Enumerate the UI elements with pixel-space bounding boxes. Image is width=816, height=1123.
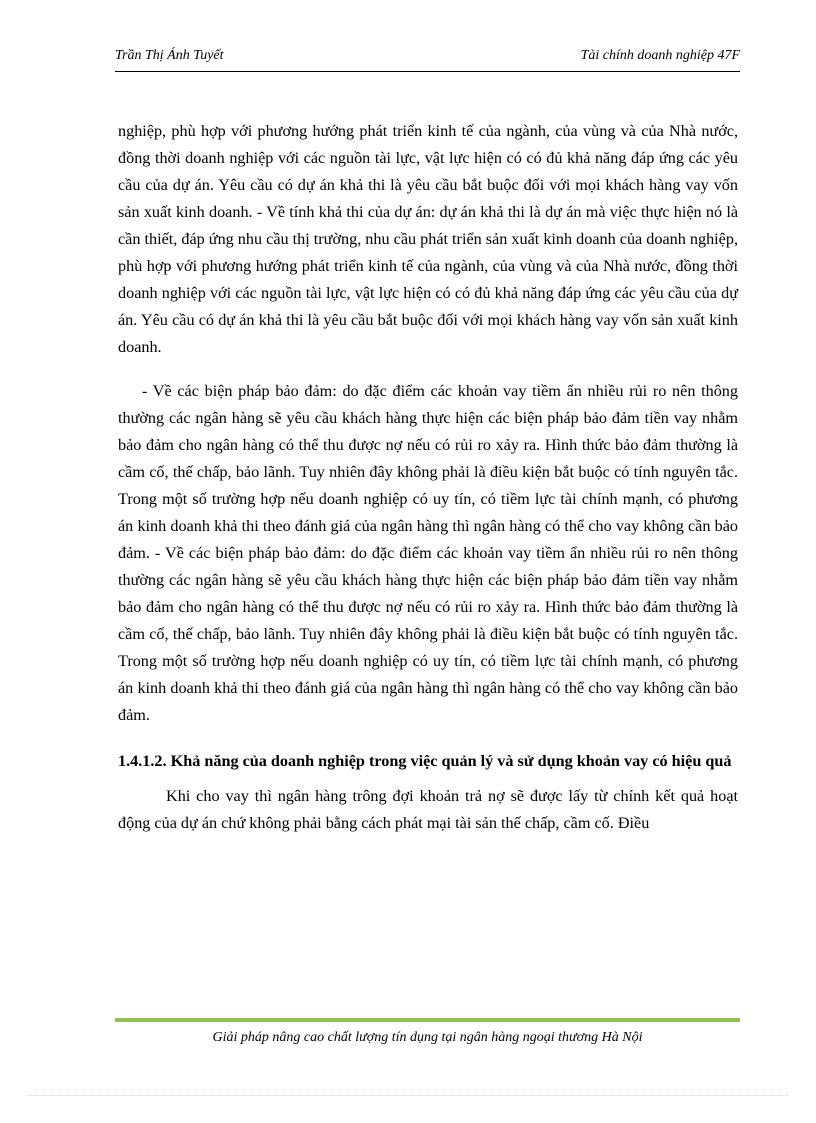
paragraph-repayment: Khi cho vay thì ngân hàng trông đợi khoản trả nợ sẽ được lấy từ chính kết quả hoạt động của dự án chứ không phải bằng cách phát mại tài sản thế chấp, cầm cố. Điều [118,787,738,832]
footer-title: Giải pháp nâng cao chất lượng tín dụng tại ngân hàng ngoại thương Hà Nội [212,1030,643,1045]
header-divider [115,71,740,72]
header-author: Trần Thị Ánh Tuyết [115,48,224,63]
section-heading: 1.4.1.2. Khả năng của doanh nghiệp trong việc quản lý và sử dụng khoản vay có hiệu quả [118,752,732,770]
page-edge [28,1095,788,1096]
paragraph-collateral: - Về các biện pháp bảo đảm: do đặc điểm các khoản vay tiềm ẩn nhiều rủi ro nên thông thường các ngân hàng sẽ yêu cầu khách hàng thực hiện các biện pháp bảo đảm tiền vay nhằm bảo đảm cho ngân hàng có thể thu được nợ nếu có rủi ro xảy ra. Hình thức bảo đảm thường là cầm cố, thế chấp, bảo lãnh. Tuy nhiên đây không phải là điều kiện bắt buộc có tính nguyên tắc. Trong một số trường hợp nếu doanh nghiệp có uy tín, có tiềm lực tài chính mạnh, có phương án kinh doanh khả thi theo đánh giá của ngân hàng thì ngân hàng có thể cho vay không cần bảo đảm. - Về các biện pháp bảo đảm: do đặc điểm các khoản vay tiềm ẩn nhiều rủi ro nên thông thường các ngân hàng sẽ yêu cầu khách hàng thực hiện các biện pháp bảo đảm tiền vay nhằm bảo đảm cho ngân hàng có thể thu được nợ nếu có rủi ro xảy ra. Hình thức bảo đảm thường là cầm cố, thế chấp, bảo lãnh. Tuy nhiên đây không phải là điều kiện bắt buộc có tính nguyên tắc. Trong một số trường hợp nếu doanh nghiệp có uy tín, có tiềm lực tài chính mạnh, có phương án kinh doanh khả thi theo đánh giá của ngân hàng thì ngân hàng có thể cho vay không cần bảo đảm. [118,382,738,724]
page-header [115,46,740,72]
document-body [118,118,738,837]
footer-divider [115,1018,740,1022]
paragraph-feasibility: nghiệp, phù hợp với phương hướng phát triển kinh tế của ngành, của vùng và của Nhà nước, đồng thời doanh nghiệp với các nguồn tài lực, vật lực hiện có có đủ khả năng đáp ứng các yêu cầu của dự án. Yêu cầu có dự án khả thi là yêu cầu bắt buộc đối với mọi khách hàng vay vốn sản xuất kinh doanh. - Về tính khả thi của dự án: dự án khả thi là dự án mà việc thực hiện nó là cần thiết, đáp ứng nhu cầu thị trường, nhu cầu phát triển sản xuất kinh doanh của doanh nghiệp, phù hợp với phương hướng phát triển kinh tế của ngành, của vùng và của Nhà nước, đồng thời doanh nghiệp với các nguồn tài lực, vật lực hiện có có đủ khả năng đáp ứng các yêu cầu của dự án. Yêu cầu có dự án khả thi là yêu cầu bắt buộc đối với mọi khách hàng vay vốn sản xuất kinh doanh. [118,122,738,356]
header-course: Tài chính doanh nghiệp 47F [580,48,740,63]
